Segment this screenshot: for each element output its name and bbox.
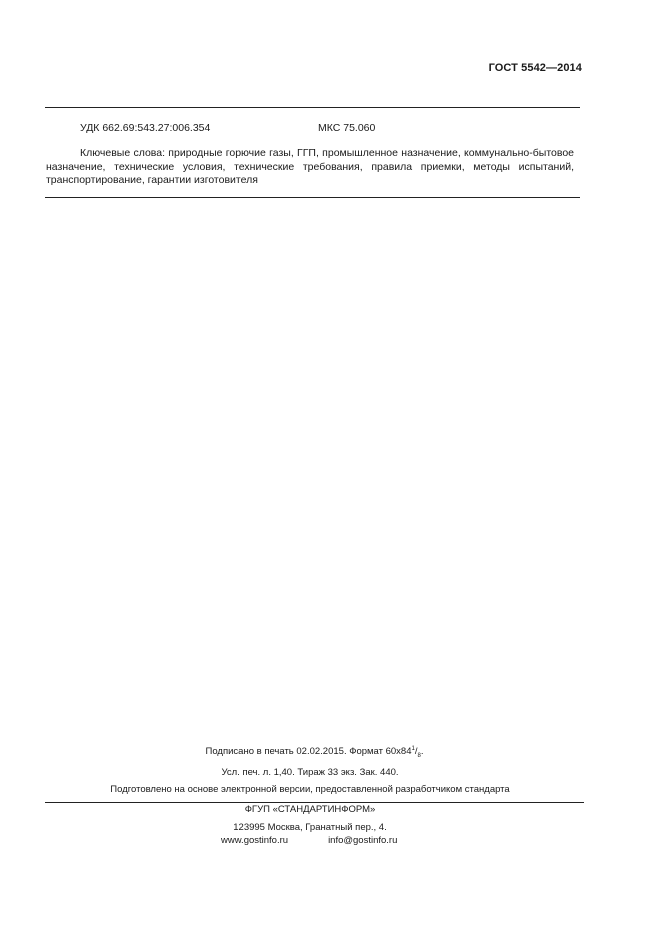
middle-divider — [45, 197, 580, 198]
publisher-links — [221, 835, 397, 846]
classification-line — [80, 122, 376, 134]
publisher-address: 123995 Москва, Гранатный пер., 4. — [233, 822, 387, 833]
format-numerator: 1 — [411, 746, 415, 752]
print-sheets-info: Усл. печ. л. 1,40. Тираж 33 экз. Зак. 440. — [221, 767, 399, 778]
standard-code: ГОСТ 5542—2014 — [488, 62, 582, 74]
email-link[interactable]: info@gostinfo.ru — [328, 835, 398, 846]
prepared-note: Подготовлено на основе электронной версии, предоставленной разработчиком стандарта — [110, 784, 510, 795]
format-denominator: 8 — [417, 753, 421, 760]
website-link[interactable]: www.gostinfo.ru — [221, 835, 289, 846]
keywords-paragraph: Ключевые слова: природные горючие газы, ГГП, промышленное назначение, коммунально-бытовое назначение, технические условия, технические требования, правила приемки, методы испытаний, транспортирование, гарантии изготовителя — [46, 147, 574, 186]
top-divider — [45, 107, 580, 108]
format-suffix: . — [420, 746, 424, 758]
bottom-divider — [45, 802, 584, 803]
publisher-name: ФГУП «СТАНДАРТИНФОРМ» — [244, 804, 376, 815]
signed-text: Подписано в печать 02.02.2015. Формат 60x84 — [205, 746, 412, 758]
mks-code: МКС 75.060 — [318, 122, 376, 134]
udk-code: УДК 662.69:543.27:006.354 — [80, 122, 211, 134]
signed-for-print: Подписано в печать 02.02.2015. Формат $60x84^1/_8$. — [205, 746, 424, 760]
